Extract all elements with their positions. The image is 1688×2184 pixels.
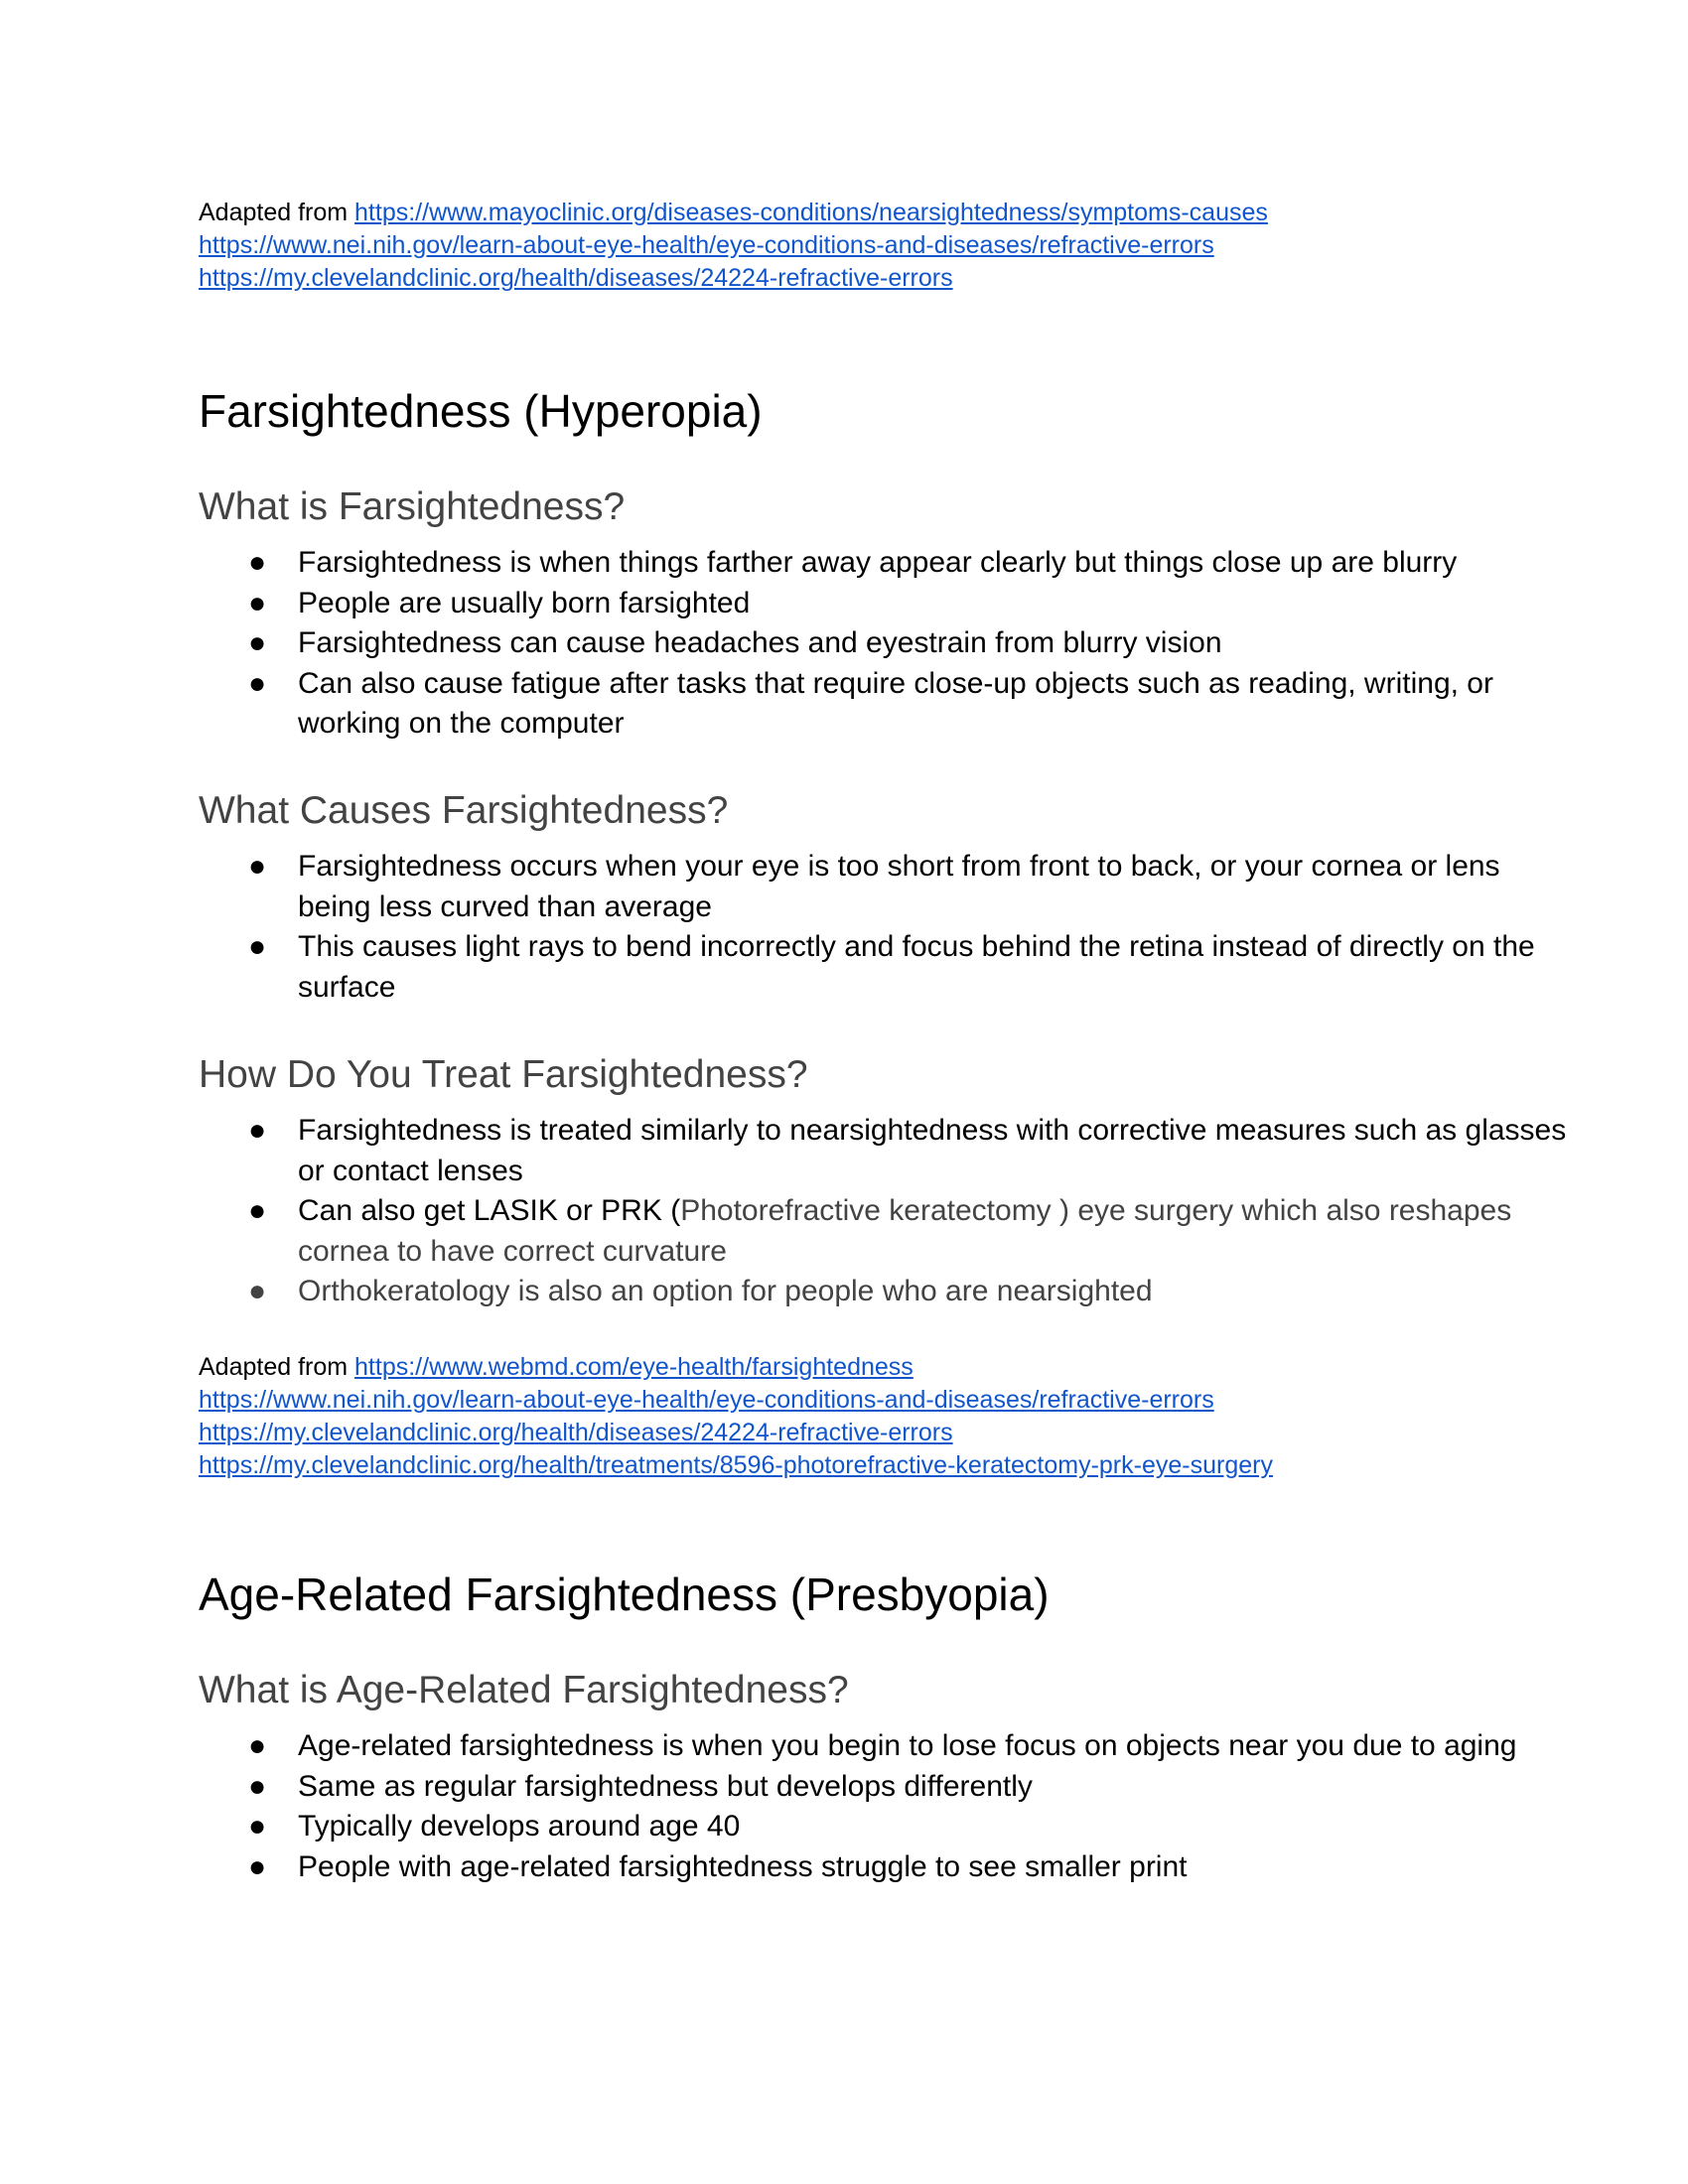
- heading-what-causes: What Causes Farsightedness?: [199, 789, 729, 832]
- section-title-presbyopia: Age-Related Farsightedness (Presbyopia): [199, 1569, 1050, 1620]
- source-line: [199, 1449, 1273, 1482]
- list-item: ● Farsightedness is when things farther away appear clearly but things close up are blurry: [199, 543, 1489, 584]
- heading-what-is-presbyopia: What is Age-Related Farsightedness?: [199, 1669, 849, 1711]
- list-item: ● Same as regular farsightedness but develops differently: [199, 1767, 1489, 1808]
- source-link-mayoclinic[interactable]: https://www.mayoclinic.org/diseases-conditions/nearsightedness/symptoms-causes: [354, 199, 1268, 226]
- list-item: ● People with age-related farsightedness struggle to see smaller print: [199, 1847, 1489, 1888]
- bullet-icon: ●: [248, 850, 267, 883]
- bullet-icon: ●: [248, 666, 267, 700]
- heading-what-is-farsightedness: What is Farsightedness?: [199, 485, 626, 528]
- adapted-from-label: Adapted from: [199, 1353, 355, 1381]
- list-item: ● Farsightedness is treated similarly to nearsightedness with corrective measures such as glasses or contact lenses: [199, 1111, 1574, 1191]
- adapted-from-label: Adapted from: [199, 199, 355, 226]
- source-line: [199, 262, 1268, 295]
- list-item: ● People are usually born farsighted: [199, 584, 1489, 624]
- bullet-icon: ●: [248, 930, 267, 963]
- treat-bullet2-gray-text: Photorefractive keratectomy ) eye surgery which also reshapes cornea to have correct curvature: [298, 1194, 1512, 1268]
- sources-block-1: [199, 197, 1268, 295]
- list-item: ● Farsightedness can cause headaches and eyestrain from blurry vision: [199, 623, 1489, 664]
- source-line: [199, 197, 1268, 229]
- bullet-list-causes: [199, 847, 1535, 1008]
- source-line: [199, 1417, 1273, 1449]
- sources-block-2: [199, 1351, 1273, 1482]
- list-item: ● Typically develops around age 40: [199, 1807, 1489, 1847]
- source-link-nei[interactable]: https://www.nei.nih.gov/learn-about-eye-health/eye-conditions-and-diseases/refractive-errors: [199, 231, 1214, 259]
- source-line: [199, 1384, 1273, 1417]
- source-link-nei[interactable]: https://www.nei.nih.gov/learn-about-eye-health/eye-conditions-and-diseases/refractive-errors: [199, 1386, 1214, 1414]
- bullet-icon: ●: [248, 1849, 267, 1883]
- list-item: ● Can also cause fatigue after tasks that require close-up objects such as reading, writing, or working on the computer: [199, 664, 1574, 745]
- bullet-icon: ●: [248, 1275, 267, 1307]
- bullet-icon: ●: [248, 1114, 267, 1147]
- bullet-icon: ●: [248, 1769, 267, 1803]
- source-line: [199, 229, 1268, 262]
- list-item: ● This causes light rays to bend incorrectly and focus behind the retina instead of directly on the surface: [199, 927, 1574, 1008]
- heading-how-to-treat: How Do You Treat Farsightedness?: [199, 1053, 808, 1096]
- list-item: ● Orthokeratology is also an option for people who are nearsighted: [199, 1272, 1489, 1312]
- bullet-icon: ●: [248, 586, 267, 619]
- section-title-hyperopia: Farsightedness (Hyperopia): [199, 385, 763, 437]
- bullet-icon: ●: [248, 1194, 267, 1227]
- bullet-list-what: [199, 543, 1493, 745]
- source-link-webmd[interactable]: https://www.webmd.com/eye-health/farsightedness: [354, 1353, 914, 1381]
- bullet-list-treat: [199, 1111, 1567, 1312]
- list-item: [199, 1191, 1574, 1272]
- bullet-list-presbyopia: [199, 1726, 1517, 1887]
- list-item: ● Farsightedness occurs when your eye is too short from front to back, or your cornea or lens being less curved than average: [199, 847, 1574, 927]
- source-link-clevelandclinic-prk[interactable]: https://my.clevelandclinic.org/health/treatments/8596-photorefractive-keratectomy-prk-eye-surgery: [199, 1451, 1273, 1479]
- source-line: [199, 1351, 1273, 1384]
- list-item: ● Age-related farsightedness is when you begin to lose focus on objects near you due to aging: [199, 1726, 1574, 1767]
- source-link-clevelandclinic[interactable]: https://my.clevelandclinic.org/health/diseases/24224-refractive-errors: [199, 1419, 953, 1446]
- bullet-icon: ●: [248, 1810, 267, 1843]
- bullet-icon: ●: [248, 626, 267, 659]
- treat-bullet2-text: Can also get LASIK or PRK (: [298, 1194, 681, 1227]
- bullet-icon: ●: [248, 1729, 267, 1762]
- bullet-icon: ●: [248, 546, 267, 579]
- source-link-clevelandclinic[interactable]: https://my.clevelandclinic.org/health/diseases/24224-refractive-errors: [199, 264, 953, 292]
